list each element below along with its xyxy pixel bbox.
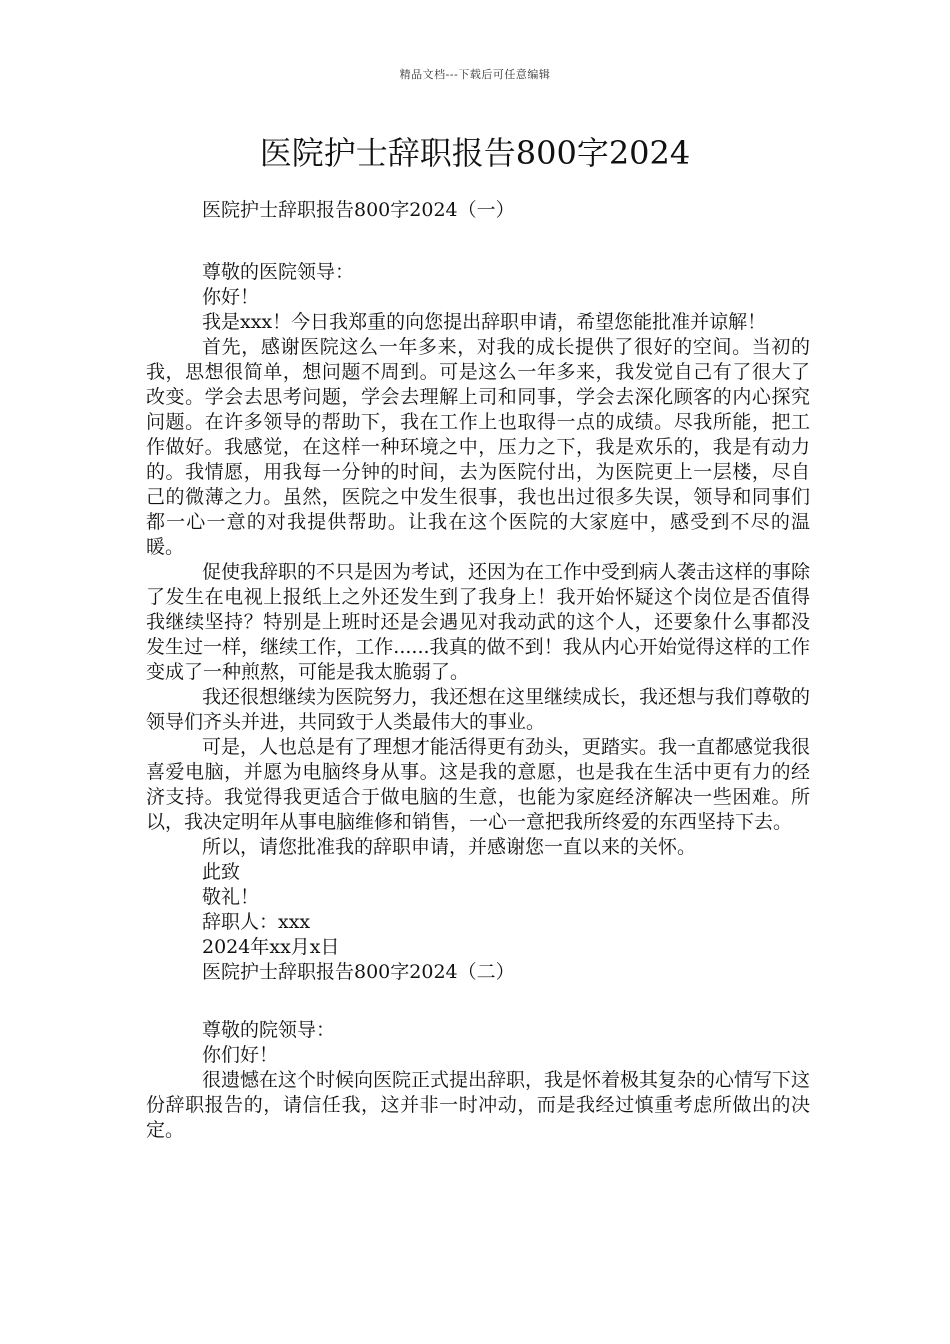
paragraph: 促使我辞职的不只是因为考试，还因为在工作中受到病人袭击这样的事除了发生在电视上报纸上之外还发生到了我身上！我开始怀疑这个岗位是否值得我继续坚持？特别是上班时还是会遇见对我动武的这个人，还要象什么事都没发生过一样，继续工作，工作......我真的做不到！我从内心开始觉得这样的工作变成了一种煎熬，可能是我太脆弱了。 [146, 561, 811, 683]
paragraph: 我还很想继续为医院努力，我还想在这里继续成长，我还想与我们尊敬的领导们齐头并进，共同致于人类最伟大的事业。 [146, 686, 811, 733]
signature: 辞职人：xxx [202, 911, 311, 933]
document-title: 医院护士辞职报告800字2024 [259, 134, 691, 172]
paragraph: 可是，人也总是有了理想才能活得更有劲头，更踏实。我一直都感觉我很喜爱电脑，并愿为电脑终身从事。这是我的意愿，也是我在生活中更有力的经济支持。我觉得我更适合于做电脑的生意，也能为家庭经济解决一些困难。所以，我决定明年从事电脑维修和销售，一心一意把我所终爱的东西坚持下去。 [146, 736, 811, 833]
closing-line: 此致 [202, 861, 241, 883]
section-1-salutation: 尊敬的医院领导： [202, 261, 355, 283]
paragraph: 所以，请您批准我的辞职申请，并感谢您一直以来的关怀。 [202, 836, 697, 858]
document-body [146, 198, 810, 1143]
section-1-subtitle: 医院护士辞职报告800字2024（一） [202, 199, 515, 221]
paragraph: 很遗憾在这个时候向医院正式提出辞职，我是怀着极其复杂的心情写下这份辞职报告的，请信任我，这并非一时冲动，而是我经过慎重考虑所做出的决定。 [146, 1069, 811, 1141]
paragraph: 我是xxx！今日我郑重的向您提出辞职申请，希望您能批准并谅解！ [202, 311, 767, 333]
section-2-salutation: 尊敬的院领导： [202, 1019, 336, 1041]
closing-salute: 敬礼！ [202, 886, 260, 908]
section-1-greeting: 你好！ [202, 286, 260, 308]
date: 2024年xx月x日 [202, 936, 340, 958]
spacer [146, 985, 810, 1010]
section-2-subtitle: 医院护士辞职报告800字2024（二） [202, 961, 515, 983]
section-2-greeting: 你们好！ [202, 1044, 279, 1066]
spacer [146, 223, 810, 248]
header-note: 精品文档---下载后可任意编辑 [399, 68, 551, 81]
paragraph: 首先，感谢医院这么一年多来，对我的成长提供了很好的空间。当初的我，思想很简单，想问题不周到。可是这么一年多来，我发觉自己有了很大了改变。学会去思考问题，学会去理解上司和同事，学会去深化顾客的内心探究问题。在许多领导的帮助下，我在工作上也取得一点的成绩。尽我所能，把工作做好。我感觉，在这样一种环境之中，压力之下，我是欢乐的，我是有动力的。我情愿，用我每一分钟的时间，去为医院付出，为医院更上一层楼，尽自己的微薄之力。虽然，医院之中发生很事，我也出过很多失误，领导和同事们都一心一意的对我提供帮助。让我在这个医院的大家庭中，感受到不尽的温暖。 [146, 336, 810, 558]
